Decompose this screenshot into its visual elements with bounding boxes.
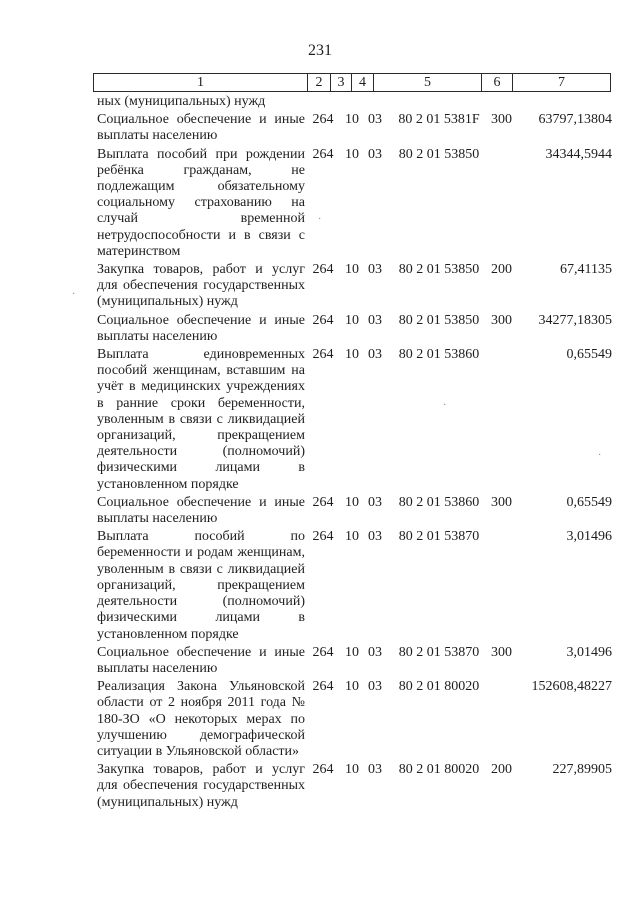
table-row (97, 313, 612, 345)
row-ministry-code: 264 (312, 347, 334, 363)
row-subsection-code (363, 94, 387, 110)
row-ministry-code: 264 (312, 679, 334, 695)
row-description: Социальное обеспечение и иные выплаты населению (97, 644, 305, 676)
row-ministry-code: 264 (312, 762, 334, 778)
row-target-article: 80 2 01 5381F (398, 112, 480, 128)
row-ministry-code: 264 (312, 312, 334, 328)
row-section-code: 10 (345, 494, 359, 510)
row-expense-type: 200 (491, 262, 512, 278)
row-description: Социальное обеспечение и иные выплаты населению (97, 494, 305, 527)
row-subsection-code: 03 (368, 347, 382, 363)
row-description: Выплата пособий при рождении ребёнка гражданам, не подлежащим обязательному социальному страхованию на случай временной нетрудоспособности и в связи с материнством (97, 146, 305, 259)
row-expense-type (491, 679, 515, 760)
row-subsection-code: 03 (368, 494, 382, 510)
row-amount: 63797,13804 (538, 112, 612, 128)
table-row (97, 762, 612, 811)
row-section-code: 10 (345, 529, 359, 545)
row-expense-type: 300 (491, 644, 512, 660)
row-section-code: 10 (345, 679, 359, 695)
row-expense-type: 300 (491, 112, 512, 128)
row-description: Социальное обеспечение и иные выплаты населению (97, 112, 305, 144)
table-header (93, 73, 611, 92)
scan-speck: · (443, 400, 447, 411)
row-target-article: 80 2 01 80020 (398, 679, 480, 695)
row-section-code: 10 (345, 644, 359, 660)
row-ministry-code: 264 (312, 644, 334, 660)
row-amount: 3,01496 (566, 644, 612, 660)
row-ministry-code: 264 (312, 112, 334, 128)
table-body (97, 94, 612, 813)
row-amount: 34344,5944 (545, 146, 612, 162)
row-target-article: 80 2 01 80020 (398, 762, 480, 778)
row-description: Закупка товаров, работ и услуг для обеспечения государственных (муниципальных) нужд (97, 762, 305, 810)
row-subsection-code: 03 (368, 146, 382, 162)
row-description: Выплата единовременных пособий женщинам, вставшим на учёт в медицинских учреждениях в ранние сроки беременности, уволенным в связи с ликвидацией организаций, прекращением деятельности (полномочий) физическими лицами в установленном порядке (97, 347, 305, 492)
col-header-6: 6 (482, 74, 513, 91)
row-amount: 3,01496 (566, 529, 612, 545)
row-expense-type: 200 (491, 762, 512, 778)
row-section-code: 10 (345, 262, 359, 278)
col-header-2: 2 (308, 74, 331, 91)
col-header-3: 3 (331, 74, 352, 91)
row-subsection-code: 03 (368, 312, 382, 328)
table-row (97, 529, 612, 642)
col-header-5: 5 (374, 74, 482, 91)
row-amount (515, 94, 612, 110)
col-header-1: 1 (94, 74, 308, 91)
row-ministry-code: 264 (312, 494, 334, 510)
row-target-article (387, 94, 491, 110)
row-subsection-code: 03 (368, 644, 382, 660)
row-target-article: 80 2 01 53870 (398, 644, 480, 660)
row-amount: 67,41135 (560, 262, 612, 278)
row-expense-type (491, 529, 515, 642)
row-section-code: 10 (345, 112, 359, 128)
table-row (97, 495, 612, 527)
row-ministry-code (305, 94, 341, 110)
row-section-code (341, 94, 363, 110)
col-header-4: 4 (352, 74, 374, 91)
row-description: Выплата пособий по беременности и родам женщинам, уволенным в связи с ликвидацией организаций, прекращением деятельности (полномочий) физическими лицами в установленном порядке (97, 529, 305, 642)
row-description: Социальное обеспечение и иные выплаты населению (97, 312, 305, 344)
row-amount: 152608,48227 (531, 679, 612, 695)
scan-speck: · (318, 214, 322, 225)
table-row (97, 347, 612, 493)
row-expense-type (491, 347, 515, 493)
table-row (97, 147, 612, 260)
row-subsection-code: 03 (368, 679, 382, 695)
row-subsection-code: 03 (368, 112, 382, 128)
row-ministry-code: 264 (312, 262, 334, 278)
row-amount: 34277,18305 (538, 312, 612, 328)
row-target-article: 80 2 01 53850 (398, 312, 480, 328)
scan-speck: · (598, 450, 602, 461)
row-section-code: 10 (345, 146, 359, 162)
row-description: Закупка товаров, работ и услуг для обеспечения государственных (муниципальных) нужд (97, 262, 305, 310)
row-target-article: 80 2 01 53850 (398, 146, 480, 162)
row-amount: 227,89905 (552, 762, 612, 778)
row-target-article: 80 2 01 53850 (398, 262, 480, 278)
row-target-article: 80 2 01 53860 (398, 494, 480, 510)
table-row (97, 112, 612, 144)
row-expense-type: 300 (491, 494, 512, 510)
table-row (97, 262, 612, 311)
row-subsection-code: 03 (368, 529, 382, 545)
row-expense-type (491, 94, 515, 110)
row-subsection-code: 03 (368, 262, 382, 278)
row-expense-type: 300 (491, 312, 512, 328)
scan-speck: · (72, 289, 76, 300)
row-expense-type (491, 147, 515, 260)
row-amount: 0,65549 (566, 494, 612, 510)
row-ministry-code: 264 (312, 529, 334, 545)
col-header-7: 7 (558, 75, 565, 90)
row-subsection-code: 03 (368, 762, 382, 778)
row-amount: 0,65549 (566, 347, 612, 363)
row-section-code: 10 (345, 762, 359, 778)
row-target-article: 80 2 01 53870 (398, 529, 480, 545)
page-number: 231 (308, 42, 332, 59)
row-section-code: 10 (345, 347, 359, 363)
row-target-article: 80 2 01 53860 (398, 347, 480, 363)
table-row (97, 94, 612, 110)
row-section-code: 10 (345, 312, 359, 328)
table-row (97, 645, 612, 677)
table-row (97, 679, 612, 760)
row-description: Реализация Закона Ульяновской области от 2 ноября 2011 года № 180-ЗО «О некоторых мерах по улучшению демографической ситуации в Ульяновской области» (97, 679, 305, 759)
row-description: ных (муниципальных) нужд (97, 94, 266, 109)
row-ministry-code: 264 (312, 146, 334, 162)
